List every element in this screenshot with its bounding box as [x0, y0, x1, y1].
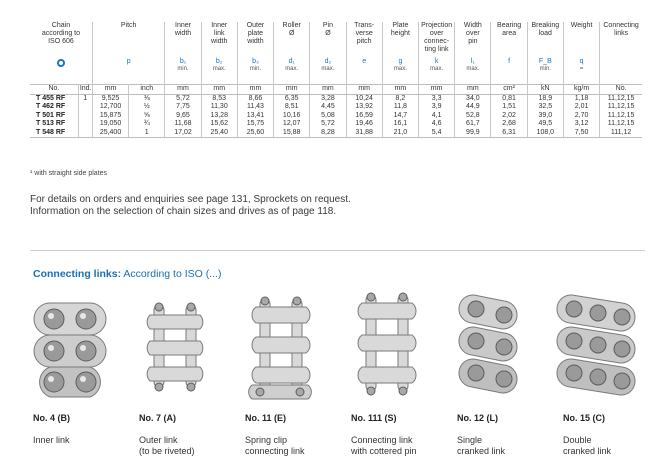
- unit-cell: inch: [129, 84, 165, 94]
- link-description: Outer link (to be riveted): [139, 435, 195, 456]
- table-cell: 31,88: [346, 129, 382, 138]
- table-cell: 1: [129, 129, 165, 138]
- connecting-links-heading-rest: According to ISO (...): [121, 268, 222, 280]
- unit-cell: mm: [237, 84, 273, 94]
- link-number: No. 7 (A): [139, 413, 176, 423]
- iso-icon: [57, 59, 65, 67]
- header-breaking-load: Breaking load: [527, 22, 563, 58]
- link-description: Connecting link with cottered pin: [351, 435, 417, 456]
- table-cell: 7,75: [165, 103, 201, 112]
- header-bearing-area: Bearing area: [491, 22, 527, 58]
- header-transverse-pitch: Trans- verse pitch: [346, 22, 382, 58]
- link-description: Inner link: [33, 435, 70, 445]
- connecting-links-heading: [33, 268, 221, 280]
- table-cell: ⅜: [129, 94, 165, 103]
- chain-number-cell: T 513 RF: [30, 120, 78, 129]
- table-cell: 16,1: [382, 120, 418, 129]
- link-card-single-cranked: [444, 285, 549, 460]
- unit-cell: kg/m: [563, 84, 599, 94]
- table-cell: 13,41: [237, 112, 273, 121]
- table-cell: 13,92: [346, 103, 382, 112]
- table-cell: 111,12: [600, 129, 642, 138]
- sym-breaking-load: F_B min.: [527, 58, 563, 84]
- table-cell: 4,1: [419, 112, 455, 121]
- table-cell: 4,45: [310, 103, 346, 112]
- unit-cell: mm: [92, 84, 128, 94]
- sym-width-over-pin: l₁ max.: [455, 58, 491, 84]
- spring-clip-link-image: [232, 285, 337, 405]
- sym-plate-height: g max.: [382, 58, 418, 84]
- link-number: No. 11 (E): [245, 413, 287, 423]
- table-row: [30, 112, 642, 121]
- table-cell: 11,30: [201, 103, 237, 112]
- table-cell: [78, 129, 92, 138]
- table-cell: 0,81: [491, 94, 527, 103]
- unit-cell: mm: [201, 84, 237, 94]
- table-cell: 32,5: [527, 103, 563, 112]
- table-cell: 52,8: [455, 112, 491, 121]
- header-inner-width: Inner width: [165, 22, 201, 58]
- table-cell: 7,50: [563, 129, 599, 138]
- table-cell: 2,02: [491, 112, 527, 121]
- table-cell: 11,12,15: [607, 120, 635, 127]
- chain-number-cell: T 462 RF: [30, 103, 78, 112]
- table-cell: 2,68: [491, 120, 527, 129]
- table-cell: 10,16: [274, 112, 310, 121]
- unit-cell: mm: [274, 84, 310, 94]
- link-card-spring-clip: [232, 285, 337, 460]
- table-row: [30, 120, 642, 129]
- table-row: [30, 129, 642, 138]
- table-cell: 12,700: [92, 103, 128, 112]
- sym-transverse-pitch: e: [346, 58, 382, 84]
- header-chain: Chain according to ISO 606: [30, 22, 92, 58]
- table-cell: 108,0: [527, 129, 563, 138]
- unit-cell: No.: [600, 84, 642, 94]
- table-cell: 1,18: [563, 94, 599, 103]
- link-card-inner: [20, 285, 125, 460]
- header-weight: Weight: [563, 22, 599, 58]
- chain-number-cell: T 455 RF: [30, 94, 78, 103]
- table-row: [30, 103, 642, 112]
- table-cell: 11,12,15: [607, 94, 635, 102]
- info-text: [30, 194, 351, 218]
- unit-cell: mm: [346, 84, 382, 94]
- link-card-double-cranked: [550, 285, 655, 460]
- link-description: Spring clip connecting link: [245, 435, 305, 456]
- table-cell: 3,9: [419, 103, 455, 112]
- table-cell: 19,46: [346, 120, 382, 129]
- unit-cell: Ind.: [78, 84, 92, 94]
- table-cell: 5,4: [419, 129, 455, 138]
- table-cell: 2,70: [563, 112, 599, 121]
- outer-link-image: [126, 285, 231, 405]
- table-cell: 34,0: [455, 94, 491, 103]
- header-roller: Roller Ø: [274, 22, 310, 58]
- header-connecting-links: Connecting links: [603, 22, 639, 37]
- table-cell: 1: [78, 94, 92, 103]
- table-cell: 10,24: [346, 94, 382, 103]
- connecting-links-gallery: [20, 285, 660, 460]
- table-cell: 44,9: [455, 103, 491, 112]
- table-cell: ⅝: [129, 112, 165, 121]
- table-cell: 11,43: [237, 103, 273, 112]
- table-cell: 15,875: [92, 112, 128, 121]
- spec-table-wrap: [30, 22, 642, 138]
- single-cranked-link-image: [444, 285, 549, 405]
- table-cell: 21,0: [382, 129, 418, 138]
- spec-table: [30, 22, 642, 138]
- table-cell: 15,88: [274, 129, 310, 138]
- link-card-outer: [126, 285, 231, 460]
- table-cell: 3,12: [563, 120, 599, 129]
- table-cell: ¾: [129, 120, 165, 129]
- section-divider: [30, 250, 645, 251]
- table-cell: 8,28: [310, 129, 346, 138]
- spec-table-body: [30, 94, 642, 138]
- inner-link-image: [20, 285, 125, 405]
- link-number: No. 4 (B): [33, 413, 70, 423]
- table-cell: 11,12,15: [607, 103, 635, 110]
- table-cell: 14,7: [382, 112, 418, 121]
- table-cell: 13,28: [201, 112, 237, 121]
- table-cell: ½: [129, 103, 165, 112]
- iso-icon-cell: [30, 58, 92, 84]
- table-cell: 6,35: [274, 94, 310, 103]
- table-cell: 8,66: [237, 94, 273, 103]
- table-cell: 8,53: [201, 94, 237, 103]
- table-cell: 16,59: [346, 112, 382, 121]
- table-cell: 39,0: [527, 112, 563, 121]
- link-description: Single cranked link: [457, 435, 506, 456]
- table-cell: 49,5: [527, 120, 563, 129]
- table-cell: 1,51: [491, 103, 527, 112]
- connecting-links-heading-bold: Connecting links:: [33, 268, 122, 280]
- sym-inner-link-width: b₂ max.: [201, 58, 237, 84]
- chain-number-cell: T 501 RF: [30, 112, 78, 121]
- sym-roller: d₁ max.: [274, 58, 310, 84]
- table-row: [30, 94, 642, 103]
- table-cell: 15,62: [201, 120, 237, 129]
- table-cell: 3,28: [310, 94, 346, 103]
- table-cell: 25,400: [92, 129, 128, 138]
- link-card-cottered-pin: [338, 285, 443, 460]
- table-cell: 5,72: [310, 120, 346, 129]
- unit-cell: mm: [455, 84, 491, 94]
- table-cell: 61,7: [455, 120, 491, 129]
- info-line-selection: Information on the selection of chain sizes and drives as of page 118.: [30, 206, 337, 217]
- unit-cell: mm: [382, 84, 418, 94]
- table-cell: 5,72: [165, 94, 201, 103]
- link-number: No. 111 (S): [351, 413, 397, 423]
- double-cranked-link-image: [550, 285, 655, 405]
- table-cell: 8,2: [382, 94, 418, 103]
- cottered-pin-link-image: [338, 285, 443, 405]
- sym-pin: d₂ max.: [310, 58, 346, 84]
- footnote: ¹ with straight side plates: [30, 170, 108, 177]
- info-line-orders: For details on orders and enquiries see page 131, Sprockets on request.: [30, 194, 351, 205]
- header-pitch: Pitch: [92, 22, 164, 58]
- header-projection: Projection over connec- ting link: [419, 22, 455, 58]
- sym-pitch: p: [92, 58, 164, 84]
- table-cell: 11,8: [382, 103, 418, 112]
- table-cell: [78, 120, 92, 129]
- header-outer-plate-width: Outer plate width: [237, 22, 273, 58]
- table-cell: 5,08: [310, 112, 346, 121]
- link-number: No. 15 (C): [563, 413, 606, 423]
- header-plate-height: Plate height: [382, 22, 418, 58]
- sym-inner-width: b₁ min.: [165, 58, 201, 84]
- table-cell: 9,65: [165, 112, 201, 121]
- link-number: No. 12 (L): [457, 413, 499, 423]
- sym-weight: q =: [563, 58, 599, 84]
- table-cell: 4,6: [419, 120, 455, 129]
- table-cell: 11,68: [165, 120, 201, 129]
- sym-bearing-area: f: [491, 58, 527, 84]
- table-cell: 9,525: [92, 94, 128, 103]
- table-cell: [78, 112, 92, 121]
- unit-cell: kN: [527, 84, 563, 94]
- table-cell: 11,12,15: [607, 111, 635, 119]
- unit-cell: No.: [30, 84, 78, 94]
- table-cell: 15,75: [237, 120, 273, 129]
- header-width-over-pin: Width over pin: [455, 22, 491, 58]
- sym-connecting-links: [600, 58, 642, 84]
- sym-outer-plate-width: b₃ min.: [237, 58, 273, 84]
- table-cell: 2,01: [563, 103, 599, 112]
- table-cell: 18,9: [527, 94, 563, 103]
- units-row: [30, 84, 642, 94]
- table-cell: 99,9: [455, 129, 491, 138]
- header-pin: Pin Ø: [310, 22, 346, 58]
- table-cell: 12,07: [274, 120, 310, 129]
- table-cell: 19,050: [92, 120, 128, 129]
- table-cell: 8,51: [274, 103, 310, 112]
- chain-number-cell: T 548 RF: [30, 129, 78, 138]
- unit-cell: cm²: [491, 84, 527, 94]
- table-cell: 3,3: [419, 94, 455, 103]
- unit-cell: mm: [165, 84, 201, 94]
- sym-projection: k max.: [419, 58, 455, 84]
- header-inner-link-width: Inner link width: [201, 22, 237, 58]
- unit-cell: mm: [419, 84, 455, 94]
- table-cell: 6,31: [491, 129, 527, 138]
- table-cell: [78, 103, 92, 112]
- table-cell: 25,40: [201, 129, 237, 138]
- table-cell: 25,60: [237, 129, 273, 138]
- unit-cell: mm: [310, 84, 346, 94]
- link-description: Double cranked link: [563, 435, 612, 456]
- table-cell: 17,02: [165, 129, 201, 138]
